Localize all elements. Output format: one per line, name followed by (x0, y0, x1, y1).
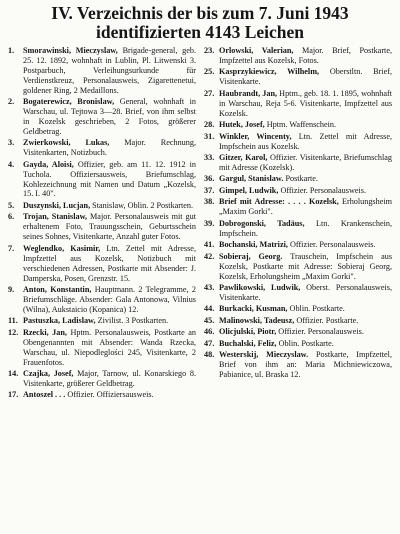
entry-text (219, 240, 392, 250)
entry-details: Offizier. Postkarte. (294, 315, 359, 325)
entry-name: Pawlikowski, Ludwik, (219, 283, 301, 293)
entry-text (219, 174, 392, 184)
entry-details: Hauptmann. 2 Telegramme, 2 Briefumschläge. Absender: Gala Antonowa, Vilnius (Wilna), Aukstaicio (Kopanica) 12. (23, 285, 196, 314)
entry-name: Weglendko, Kasimir, (23, 243, 101, 253)
list-item (8, 97, 196, 137)
entry-details: Major. Personalausweis mit gut erhaltenem Foto, Trauungsschein, Geburtsschein seines Sohnes, Visitenkarte, Anzahl guter Fotos. (23, 212, 196, 242)
list-item (204, 252, 392, 282)
entry-details: Offizier. Offiziersausweis. (65, 390, 154, 400)
right-column (204, 46, 392, 402)
list-item (8, 369, 196, 389)
entry-name: Kasprzykiewicz, Wilhelm, (219, 67, 320, 77)
list-item (8, 160, 196, 200)
entry-text (219, 350, 392, 380)
entry-number: 44. (204, 304, 215, 314)
title-line-2: identifizierten 4143 Leichen (95, 22, 305, 42)
entry-number: 31. (204, 131, 215, 141)
entry-details: Erholungsheim „Maxim Gorki". (219, 197, 392, 217)
entry-text (219, 153, 392, 173)
list-item (204, 46, 392, 66)
entry-text (23, 369, 196, 389)
list-item (204, 339, 392, 349)
entry-text (219, 197, 392, 217)
entry-number: 41. (204, 240, 215, 250)
entry-details: Ltn. Zettel mit Adresse, Impfschein aus Kozelsk. (219, 131, 392, 151)
entry-text (23, 138, 196, 158)
entry-number: 28. (204, 120, 215, 130)
entry-text (23, 160, 196, 200)
entry-number: 25. (204, 67, 215, 77)
list-item (8, 201, 196, 211)
entry-name: Antoszel . . . (23, 390, 66, 400)
entry-name: Dobrogonski, Tadäus, (219, 218, 305, 228)
entry-number: 23. (204, 46, 215, 55)
entry-text (23, 390, 196, 400)
entry-number: 38. (204, 197, 215, 207)
entry-number: 12. (8, 327, 19, 337)
entry-text (219, 339, 392, 349)
entry-number: 46. (204, 327, 215, 337)
entry-text (23, 97, 196, 137)
entry-text (23, 285, 196, 315)
entry-columns (8, 46, 392, 402)
entry-details: Brigade-general, geb. 25. 12. 1892, wohnhaft in Lublin, Pl. Litwenski 3. Postparbuch, Verleihungsurkunde für Verdienstkreuz, Personalausweis, Zigarettenetui, goldener Ring, 2 Medaillons. (23, 46, 196, 95)
list-item (204, 316, 392, 326)
entry-text (219, 132, 392, 152)
list-item (204, 120, 392, 130)
entry-name: Buchalski, Feliz, (219, 338, 277, 348)
entry-name: Bochanski, Matrizi, (219, 240, 288, 250)
entry-name: Sobieraj, Georg. (219, 251, 283, 261)
entry-details: Oberst. Personalausweis, Visitenkarte. (219, 283, 392, 302)
entry-text (23, 201, 196, 211)
page-title (8, 4, 392, 42)
entry-number: 27. (204, 88, 215, 98)
list-item (8, 138, 196, 158)
entry-details: Offizier. Personalausweis. (278, 185, 367, 195)
entry-text (219, 46, 392, 66)
list-item (204, 153, 392, 173)
entry-name: Czajka, Josef, (23, 369, 74, 379)
entry-number: 33. (204, 153, 215, 163)
entry-text (219, 316, 392, 326)
entry-number: 7. (8, 243, 15, 253)
entry-name: Orlowski, Valerian, (219, 46, 294, 55)
entry-name: Westerskij, Mieczyslaw. (219, 350, 309, 360)
entry-text (219, 186, 392, 196)
title-line-1: IV. Verzeichnis der bis zum 7. Juni 1943 (51, 3, 349, 23)
entry-number: 5. (8, 200, 15, 210)
entry-name: Winkler, Wincenty, (219, 131, 292, 141)
entry-number: 9. (8, 285, 15, 294)
entry-text (219, 219, 392, 239)
list-item (8, 212, 196, 242)
entry-name: Bogaterewicz, Bronislaw, (23, 97, 115, 107)
entry-number: 11. (8, 316, 18, 326)
entry-details: Offizier. Visitenkarte, Briefumschlag mit Adresse (Kozelsk). (219, 153, 392, 172)
entry-name: Zwierkowski, Lukas, (23, 138, 110, 148)
entry-details: Offizier. Personalausweis. (276, 327, 364, 337)
entry-details: Oberstltn. Brief, Visitenkarte. (219, 67, 392, 87)
entry-number: 6. (8, 212, 15, 222)
entry-details: Stanislaw, Oblin. 2 Postkarten. (90, 200, 194, 210)
entry-details: Major, Tarnow, ul. Konarskiego 8. Visitenkarte, größerer Geldbetrag. (23, 369, 196, 388)
list-item (8, 285, 196, 315)
entry-number: 37. (204, 185, 215, 195)
entry-number: 39. (204, 218, 215, 228)
entry-name: Gargul, Stanislaw. (219, 174, 284, 184)
entry-number: 48. (204, 350, 215, 360)
list-item (204, 240, 392, 250)
entry-details: Zivilist. 3 Postkarten. (95, 316, 169, 326)
entry-details: Trauschein, Impfschein aus Kozelsk, Postkarte mit Adresse: Sobieraj Georg, Kozelsk, Erholungsheim „Maxim Gorki". (219, 251, 393, 281)
entry-number: 17. (8, 390, 19, 400)
list-item (204, 304, 392, 314)
entry-name: Gitzer, Karol, (219, 153, 268, 163)
entry-details: Offizier, geb. am 11. 12. 1912 in Tuchola. Offiziersausweis, Briefumschlag, Kohlezeichnung mit Namen und Datum „Kozelsk, 15. I. 40". (23, 159, 196, 199)
list-item (8, 328, 196, 368)
entry-number: 47. (204, 338, 215, 348)
list-item (204, 283, 392, 303)
entry-details: Postkarte. (283, 174, 318, 184)
entry-name: Anton, Konstantin, (23, 285, 92, 294)
entry-details: Oblin. Postkarte. (287, 304, 345, 314)
entry-name: Gayda, Aloisi, (23, 159, 74, 169)
entry-details: Oblin. Postkarte. (276, 338, 334, 348)
entry-number: 14. (8, 369, 19, 379)
entry-text (219, 327, 392, 337)
list-item (204, 174, 392, 184)
entry-name: Smorawinski, Mieczyslaw, (23, 46, 118, 55)
entry-number: 45. (204, 315, 215, 325)
entry-details: Ltn. Krankenschein, Impfschein. (219, 218, 392, 238)
list-item (8, 390, 196, 400)
entry-number: 36. (204, 174, 215, 184)
entry-number: 42. (204, 251, 215, 261)
entry-name: Gimpel, Ludwik, (219, 185, 279, 195)
entry-text (219, 304, 392, 314)
entry-details: General, wohnhaft in Warschau, ul. Tejtowa 3—28. Brief, von ihm selbst in Kozelsk geschrieben, 2 Fotos, größerer Geldbetrag. (23, 97, 197, 136)
entry-text (219, 252, 392, 282)
list-item (204, 67, 392, 87)
entry-details: Hptm., geb. 18. 1. 1895, wohnhaft in Warschau, Reja 5-6. Visitenkarte, Impfzettel aus Kozelsk. (219, 88, 392, 118)
entry-details: Hptm. Personalausweis, Postkarte an Obengenannten mit Absender: Wanda Rzecka, Warschau, ul. Niepodleglości 245, Visitenkarte, 2 Frauenfotos. (23, 327, 196, 367)
list-item (204, 197, 392, 217)
entry-name: Haubrandt, Jan, (219, 88, 278, 98)
list-item (8, 316, 196, 326)
list-item (204, 350, 392, 380)
list-item (204, 327, 392, 337)
entry-text (219, 120, 392, 130)
list-item (8, 244, 196, 284)
entry-name: Trojan, Stanislaw, (23, 212, 88, 222)
entry-text (23, 244, 196, 284)
list-item (8, 46, 196, 96)
entry-number: 1. (8, 46, 15, 55)
entry-name: Olicjulski, Piotr, (219, 327, 277, 337)
list-item (204, 89, 392, 119)
entry-number: 3. (8, 138, 15, 148)
entry-number: 2. (8, 97, 15, 107)
entry-number: 43. (204, 283, 215, 293)
entry-details: Hptm. Waffenschein. (264, 120, 337, 130)
entry-text (23, 328, 196, 368)
list-item (204, 186, 392, 196)
entry-name: Brief mit Adresse: . . . . Kozelsk, (219, 197, 339, 207)
entry-text (23, 316, 196, 326)
entry-text (219, 89, 392, 119)
entry-name: Pastuszka, Ladislaw, (23, 316, 96, 326)
list-item (204, 132, 392, 152)
entry-name: Hutek, Josef, (219, 120, 265, 130)
entry-details: Postkarte, Impfzettel, Brief von ihm an: Maria Michniewiczowa, Pabianice, ul. Braska 12. (219, 350, 392, 380)
entry-text (23, 212, 196, 242)
left-column (8, 46, 196, 402)
entry-details: Major. Rechnung, Visitenkarten, Notizbuch. (23, 138, 196, 158)
entry-name: Burkacki, Kusman, (219, 304, 288, 314)
entry-text (219, 283, 392, 303)
entry-text (23, 46, 196, 96)
entry-text (219, 67, 392, 87)
entry-details: Ltn. Zettel mit Adresse, Impfzettel aus Kozelsk, Notizbuch mit verschiedenen Adressen, Postkarte mit Absender: J. Damperska, Posen, Grenzstr. 15. (23, 243, 196, 283)
entry-name: Rzecki, Jan, (23, 327, 67, 337)
entry-name: Malinowski, Tadeusz, (219, 315, 295, 325)
entry-number: 4. (8, 159, 15, 169)
entry-details: Offizier. Personalausweis. (287, 240, 376, 250)
entry-details: Major. Brief, Postkarte, Impfzettel aus Kozelsk, Fotos. (219, 46, 392, 65)
entry-name: Duszynski, Lucjan, (23, 200, 91, 210)
list-item (204, 219, 392, 239)
